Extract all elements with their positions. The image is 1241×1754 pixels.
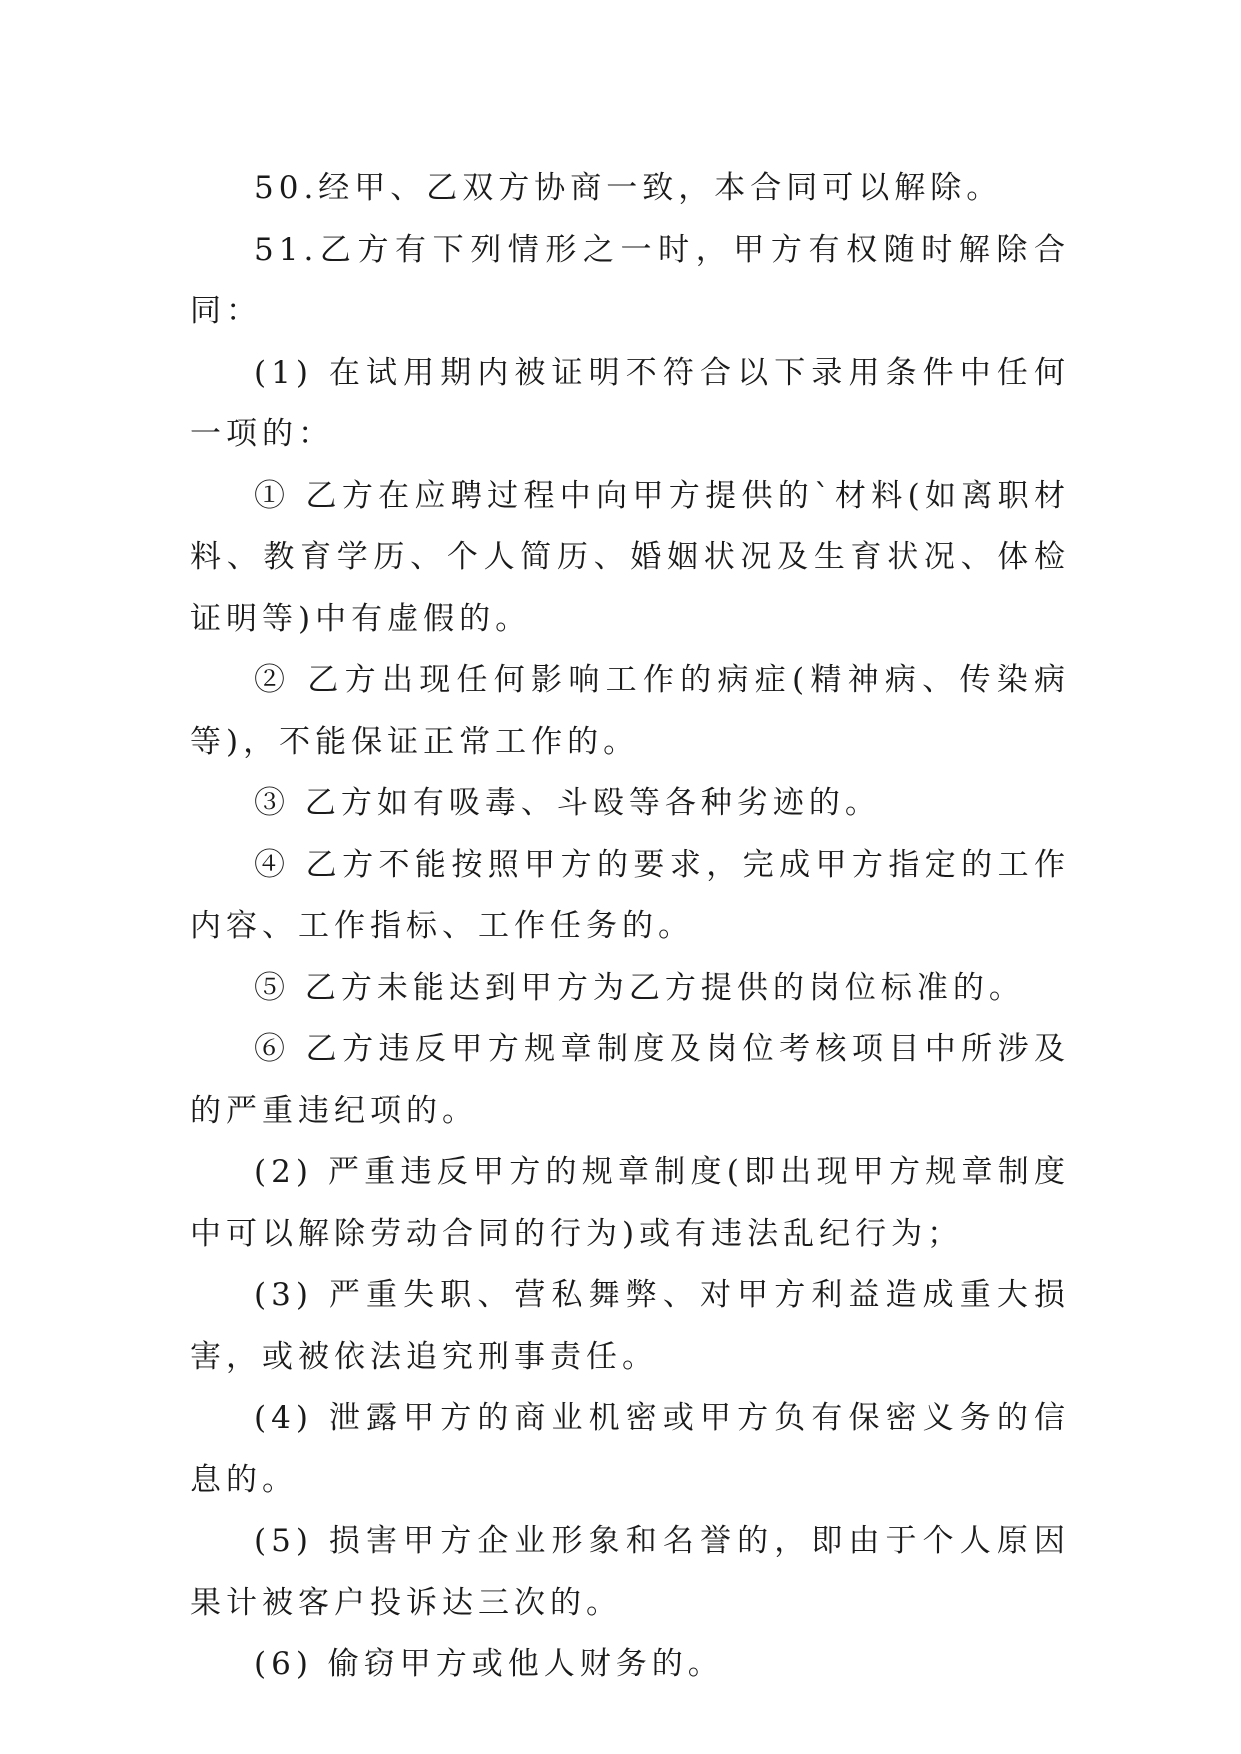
sub-clause-4: ④ 乙方不能按照甲方的要求，完成甲方指定的工作内容、工作指标、工作任务的。 (190, 846, 1070, 944)
paragraph-50: 50.经甲、乙双方协商一致，本合同可以解除。 (254, 170, 1003, 206)
clause-1: (1) 在试用期内被证明不符合以下录用条件中任何一项的： (190, 354, 1070, 452)
sub-clause-3: ③ 乙方如有吸毒、斗殴等各种劣迹的。 (254, 785, 881, 821)
sub-clause-1: ① 乙方在应聘过程中向甲方提供的`材料(如离职材料、教育学历、个人简历、婚姻状况及生育状况、体检证明等)中有虚假的。 (190, 477, 1070, 637)
document-body (190, 158, 1070, 1696)
sub-clause-6: ⑥ 乙方违反甲方规章制度及岗位考核项目中所涉及的严重违纪项的。 (190, 1031, 1070, 1129)
sub-clause-2: ② 乙方出现任何影响工作的病症(精神病、传染病等)，不能保证正常工作的。 (190, 662, 1070, 760)
clause-4: (4) 泄露甲方的商业机密或甲方负有保密义务的信息的。 (190, 1400, 1070, 1498)
clause-5: (5) 损害甲方企业形象和名誉的，即由于个人原因果计被客户投诉达三次的。 (190, 1523, 1070, 1621)
sub-clause-5: ⑤ 乙方未能达到甲方为乙方提供的岗位标准的。 (254, 969, 1025, 1006)
paragraph-51: 51.乙方有下列情形之一时，甲方有权随时解除合同： (190, 231, 1070, 329)
clause-2: (2) 严重违反甲方的规章制度(即出现甲方规章制度中可以解除劳动合同的行为)或有违法乱纪行为； (190, 1154, 1070, 1252)
clause-6: (6) 偷窃甲方或他人财务的。 (254, 1646, 724, 1682)
clause-3: (3) 严重失职、营私舞弊、对甲方利益造成重大损害，或被依法追究刑事责任。 (190, 1277, 1070, 1375)
